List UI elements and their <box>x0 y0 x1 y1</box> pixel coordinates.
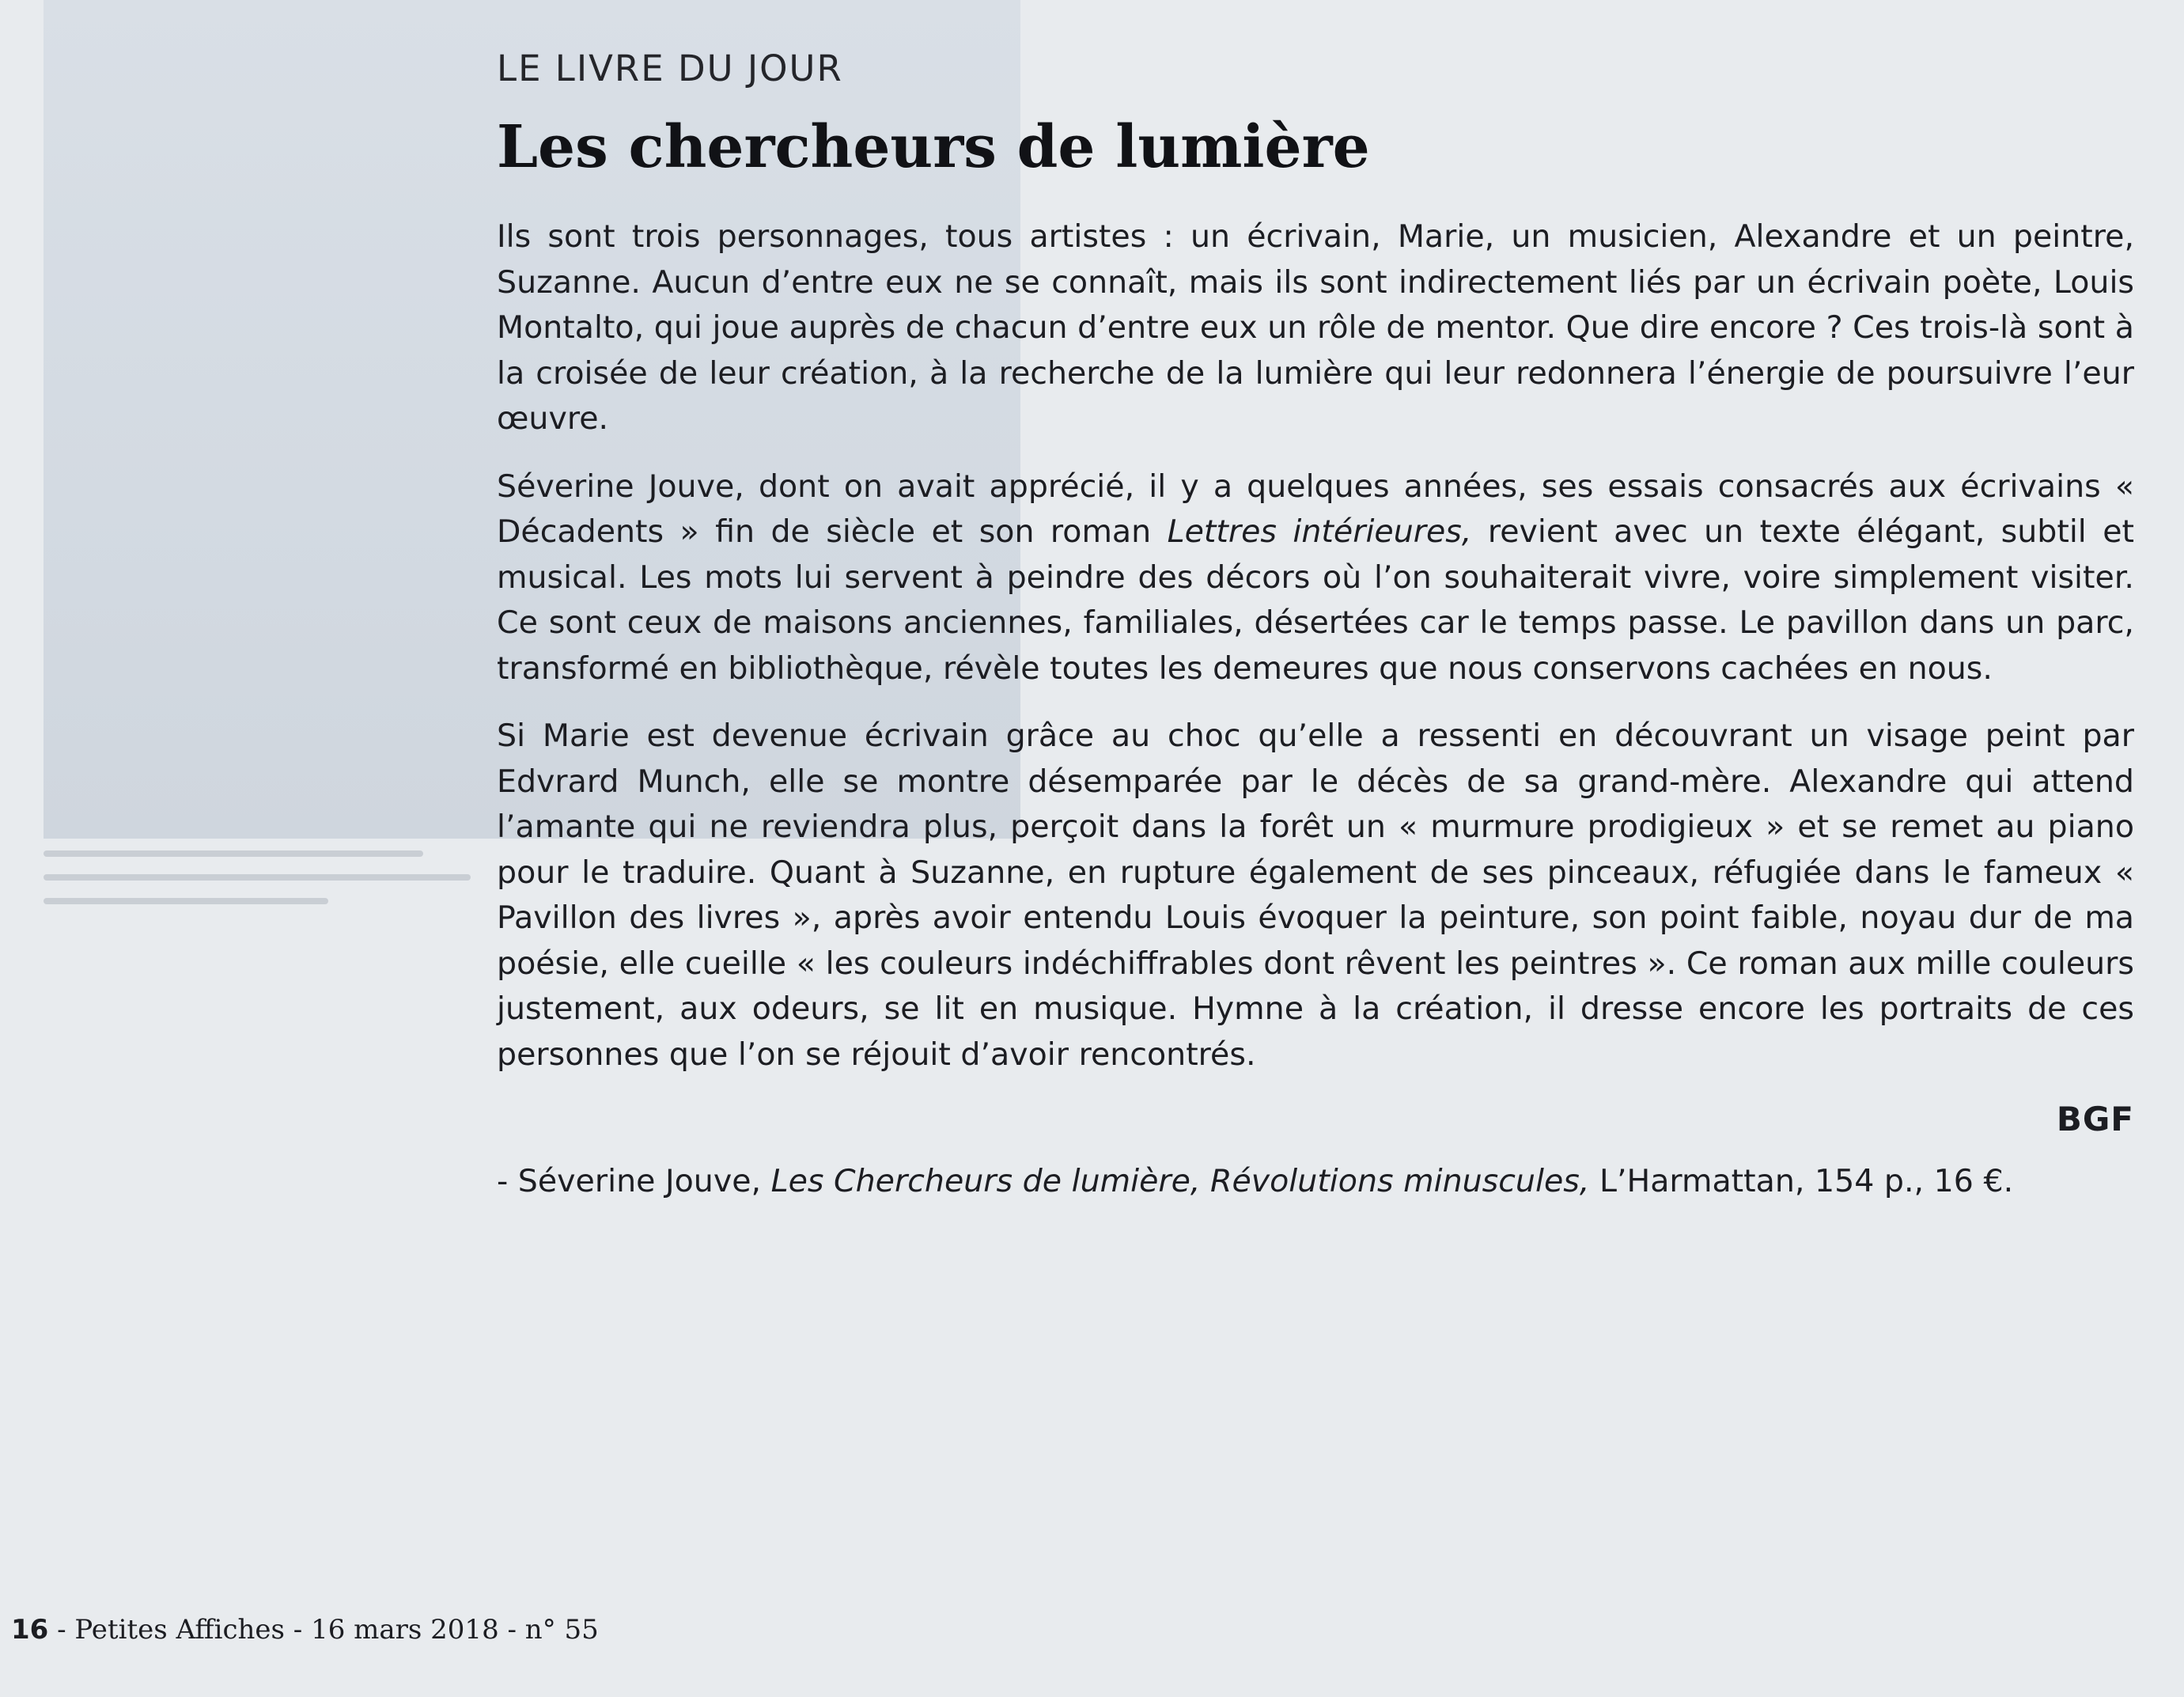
paragraph-2-end: revient avec un texte élégant, subtil et musical. Les mots lui servent à peindre des décors où l’on souhaiterait vivre, voire simplement visiter. Ce sont ceux de maisons anciennes, familiales, désertées car le temps passe. Le pavillon dans un parc, transformé en bibliothèque, révèle toutes les demeures que nous conservons cachées en nous. <box>497 513 2134 687</box>
publication-info: - Petites Affiches - 16 mars 2018 - n° 55 <box>48 1614 599 1646</box>
paragraph-2 <box>497 464 2134 692</box>
author-signature: BGF <box>2056 1100 2134 1139</box>
bleed-through-caption <box>44 850 486 945</box>
reference-book-title: Les Chercheurs de lumière, Révolutions minuscules, <box>770 1163 1590 1200</box>
book-title-lettres-interieures: Lettres intérieures, <box>1167 513 1472 551</box>
book-reference <box>497 1159 2134 1205</box>
section-kicker: LE LIVRE DU JOUR <box>497 47 843 89</box>
reference-author: - Séverine Jouve, <box>497 1163 771 1200</box>
page-number: 16 <box>11 1614 49 1646</box>
paragraph-1: Ils sont trois personnages, tous artistes : un écrivain, Marie, un musicien, Alexandre et un peintre, Suzanne. Aucun d’entre eux ne se connaît, mais ils sont indirectement liés par un écrivain poète, Louis Montalto, qui joue auprès de chacun d’entre eux un rôle de mentor. Que dire encore ? Ces trois-là sont à la croisée de leur création, à la recherche de la lumière qui leur redonnera l’énergie de poursuivre l’eur œuvre. <box>497 218 2134 438</box>
article-title: Les chercheurs de lumière <box>497 113 1370 181</box>
book-review-article <box>497 47 2134 1205</box>
page-footer <box>11 1614 599 1646</box>
reference-publisher: L’Harmattan, 154 p., 16 €. <box>1589 1163 2014 1200</box>
paragraph-2-start: Séverine Jouve, dont on avait apprécié, il y a quelques années, ses essais consacrés aux écrivains « Décadents » fin de siècle et son roman <box>497 468 2134 551</box>
paragraph-3: Si Marie est devenue écrivain grâce au choc qu’elle a ressenti en découvrant un visage peint par Edvrard Munch, elle se montre désemparée par le décès de sa grand-mère. Alexandre qui attend l’amante qui ne reviendra plus, perçoit dans la forêt un « murmure prodigieux » et se remet au piano pour le traduire. Quant à Suzanne, en rupture également de ses pinceaux, réfugiée dans le fameux « Pavillon des livres », après avoir entendu Louis évoquer la peinture, son point faible, noyau dur de ma poésie, elle cueille « les couleurs indéchiffrables dont rêvent les peintres ». Ce roman aux mille couleurs justement, aux odeurs, se lit en musique. Hymne à la création, il dresse encore les portraits de ces personnes que l’on se réjouit d’avoir rencontrés. <box>497 718 2134 1073</box>
